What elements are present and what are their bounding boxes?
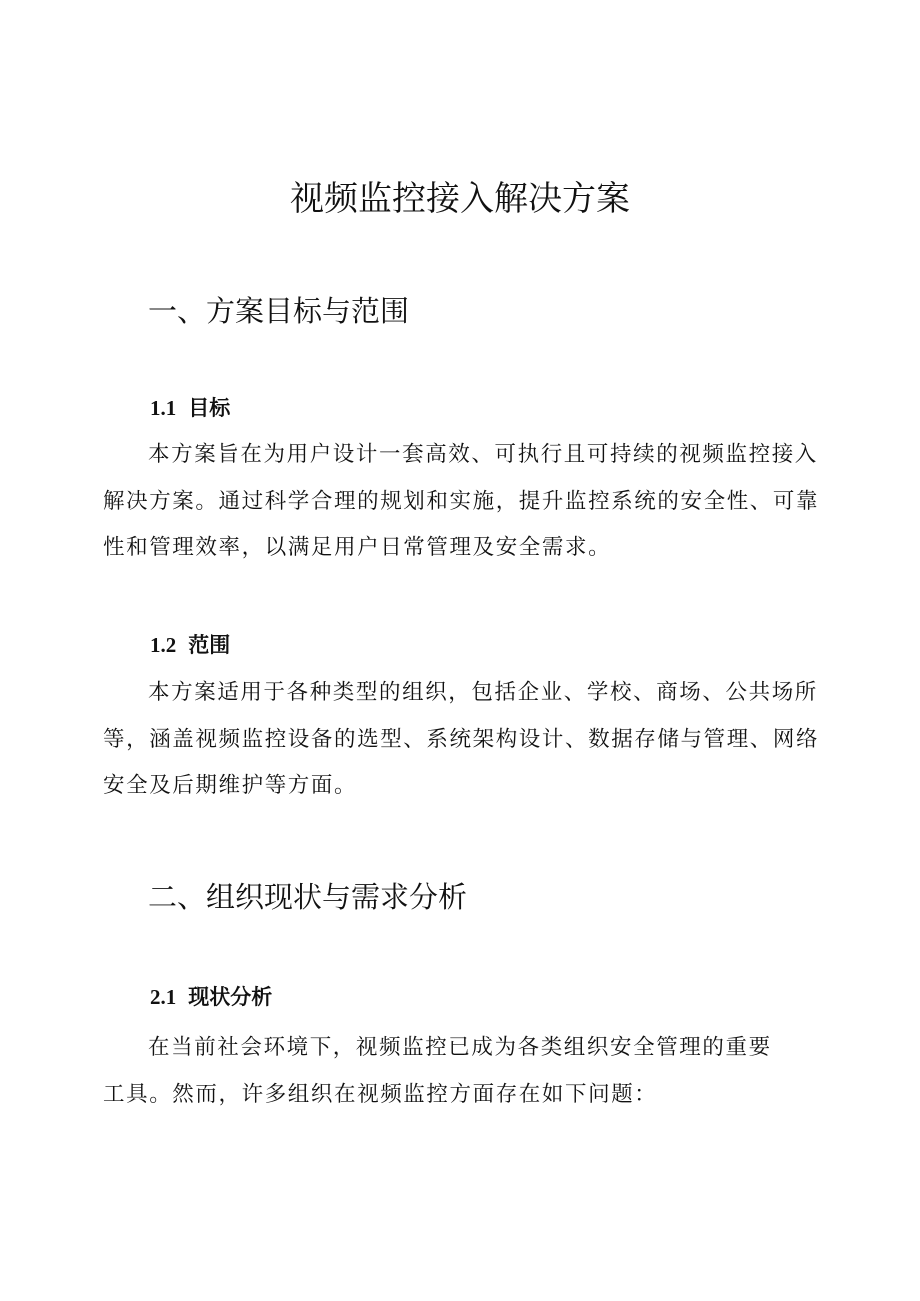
subsection-number: 1.1 [150, 396, 177, 420]
paragraph-2-1 [103, 1025, 819, 1118]
subsection-heading-2-1 [150, 982, 272, 1012]
subsection-heading-1-2 [150, 630, 230, 660]
subsection-title: 现状分析 [188, 985, 273, 1009]
paragraph-line: 本方案旨在为用户设计一套高效、可执行且可持续的视频监控接入 [148, 442, 818, 467]
paragraph-line: 在当前社会环境下，视频监控已成为各类组织安全管理的重要 [148, 1035, 772, 1060]
paragraph-1-2 [103, 670, 819, 810]
document-title: 视频监控接入解决方案 [290, 179, 630, 219]
paragraph-line: 安全及后期维护等方面。 [103, 773, 358, 798]
paragraph-line: 工具。然而，许多组织在视频监控方面存在如下问题： [103, 1081, 658, 1107]
subsection-heading-1-1 [150, 393, 230, 423]
subsection-number: 1.2 [150, 633, 177, 657]
section-heading-1: 一、方案目标与范围 [148, 294, 410, 328]
section-heading-2: 二、组织现状与需求分析 [148, 880, 468, 914]
paragraph-line: 解决方案。通过科学合理的规划和实施，提升监控系统的安全性、可靠 [103, 488, 820, 514]
paragraph-1-1 [103, 432, 819, 572]
subsection-number: 2.1 [150, 985, 177, 1009]
paragraph-line: 等，涵盖视频监控设备的选型、系统架构设计、数据存储与管理、网络 [103, 726, 820, 752]
paragraph-line: 本方案适用于各种类型的组织，包括企业、学校、商场、公共场所 [148, 680, 818, 705]
paragraph-line: 性和管理效率，以满足用户日常管理及安全需求。 [103, 535, 612, 560]
subsection-title: 范围 [188, 633, 231, 657]
subsection-title: 目标 [188, 396, 231, 420]
